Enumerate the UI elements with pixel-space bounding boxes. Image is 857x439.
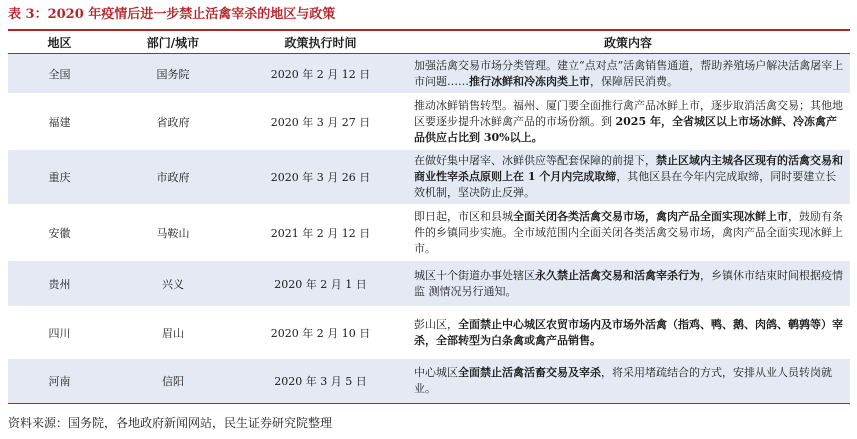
policy-text: ，鼓励有条件的乡镇同步实施。全市域范围内全面关闭各类活禽交易市场，禽肉产品全面实现冰鲜上市。 — [414, 209, 843, 255]
column-header-dept: 部门/城市 — [111, 30, 235, 54]
policy-content-cell — [406, 307, 850, 359]
table-row — [8, 359, 850, 404]
region-cell: 全国 — [8, 54, 111, 94]
date-cell: 2020 年 3 月 5 日 — [235, 359, 406, 404]
region-cell: 四川 — [8, 307, 111, 359]
dept-cell: 兴义 — [111, 261, 235, 307]
policy-text: 中心城区 — [414, 366, 458, 379]
region-cell: 福建 — [8, 94, 111, 150]
policy-text-bold: 禁止区域内主城各区现有的活禽交易和商业性宰杀点原则上在 1 个月内完成取缔 — [414, 154, 843, 183]
policy-content-cell — [406, 261, 850, 307]
date-cell: 2021 年 2 月 12 日 — [235, 205, 406, 261]
table-row — [8, 54, 850, 94]
column-header-region: 地区 — [8, 30, 111, 54]
table-row — [8, 150, 850, 205]
policy-text-bold: 全面关闭各类活禽交易市场，禽肉产品全面实现冰鲜上市 — [513, 209, 788, 223]
table-header-row — [8, 30, 850, 54]
policy-text-bold: 推行冰鲜和冷冻肉类上市 — [469, 74, 590, 88]
dept-cell: 马鞍山 — [111, 205, 235, 261]
dept-cell: 眉山 — [111, 307, 235, 359]
date-cell: 2020 年 3 月 27 日 — [235, 94, 406, 150]
policy-text: ，保障居民消费。 — [590, 74, 678, 88]
policy-table — [8, 29, 850, 404]
column-header-content: 政策内容 — [406, 30, 850, 54]
dept-cell: 省政府 — [111, 94, 235, 150]
dept-cell: 信阳 — [111, 359, 235, 404]
date-cell: 2020 年 2 月 10 日 — [235, 307, 406, 359]
policy-text: ，将采用堵疏结合的方式，安排从业人员转岗就业。 — [414, 366, 832, 395]
region-cell: 河南 — [8, 359, 111, 404]
dept-cell: 市政府 — [111, 150, 235, 205]
policy-text: 即日起，市区和县城 — [414, 209, 513, 223]
table-row — [8, 205, 850, 261]
policy-text: 加强活禽交易市场分类管理。建立“点对点”活禽销售通道，帮助养殖场户解决活禽屠宰上市问题…… — [414, 58, 844, 88]
table-row — [8, 307, 850, 359]
policy-text: ，其他区县在今年内完成取缔，同时要建立长效机制，坚决防止反弹。 — [414, 170, 837, 199]
policy-content-cell — [406, 54, 850, 94]
date-cell: 2020 年 3 月 26 日 — [235, 150, 406, 205]
policy-text: 推动冰鲜销售转型。福州、厦门要全面推行禽产品冰鲜上市，逐步取消活禽交易；其他地区要逐步提升冰鲜禽产品的市场份额。到 — [414, 98, 843, 128]
policy-text: 在做好集中屠宰、冰鲜供应等配套保障的前提下， — [414, 154, 656, 167]
table-row — [8, 261, 850, 307]
policy-text-bold: 2025 年，全省城区以上市场冰鲜、冷冻禽产品供应占比到 30%以上。 — [414, 114, 837, 144]
policy-text: 彭山区， — [414, 317, 458, 331]
policy-text: 城区十个街道办事处辖区 — [414, 268, 535, 282]
source-note: 资料来源：国务院，各地政府新闻网站，民生证券研究院整理 — [8, 416, 333, 430]
region-cell: 安徽 — [8, 205, 111, 261]
policy-text-bold: 永久禁止活禽交易和活禽宰杀行为 — [535, 268, 700, 282]
date-cell: 2020 年 2 月 12 日 — [235, 54, 406, 94]
policy-content-cell — [406, 205, 850, 261]
column-header-date: 政策执行时间 — [235, 30, 406, 54]
policy-content-cell — [406, 150, 850, 205]
table-row — [8, 94, 850, 150]
region-cell: 重庆 — [8, 150, 111, 205]
table-title: 表 3：2020 年疫情后进一步禁止活禽宰杀的地区与政策 — [8, 7, 336, 22]
policy-content-cell — [406, 94, 850, 150]
policy-text-bold: 全面禁止活禽活畜交易及宰杀 — [458, 366, 601, 379]
policy-text-bold: 全面禁止中心城区农贸市场内及市场外活禽（指鸡、鸭、鹅、肉鸽、鹌鹑等）宰杀，全部转型为白条禽或禽产品销售。 — [414, 317, 843, 347]
policy-content-cell — [406, 359, 850, 404]
dept-cell: 国务院 — [111, 54, 235, 94]
date-cell: 2020 年 2 月 1 日 — [235, 261, 406, 307]
policy-text: ，乡镇休市结束时间根据疫情监 测情况另行通知。 — [414, 268, 843, 298]
region-cell: 贵州 — [8, 261, 111, 307]
